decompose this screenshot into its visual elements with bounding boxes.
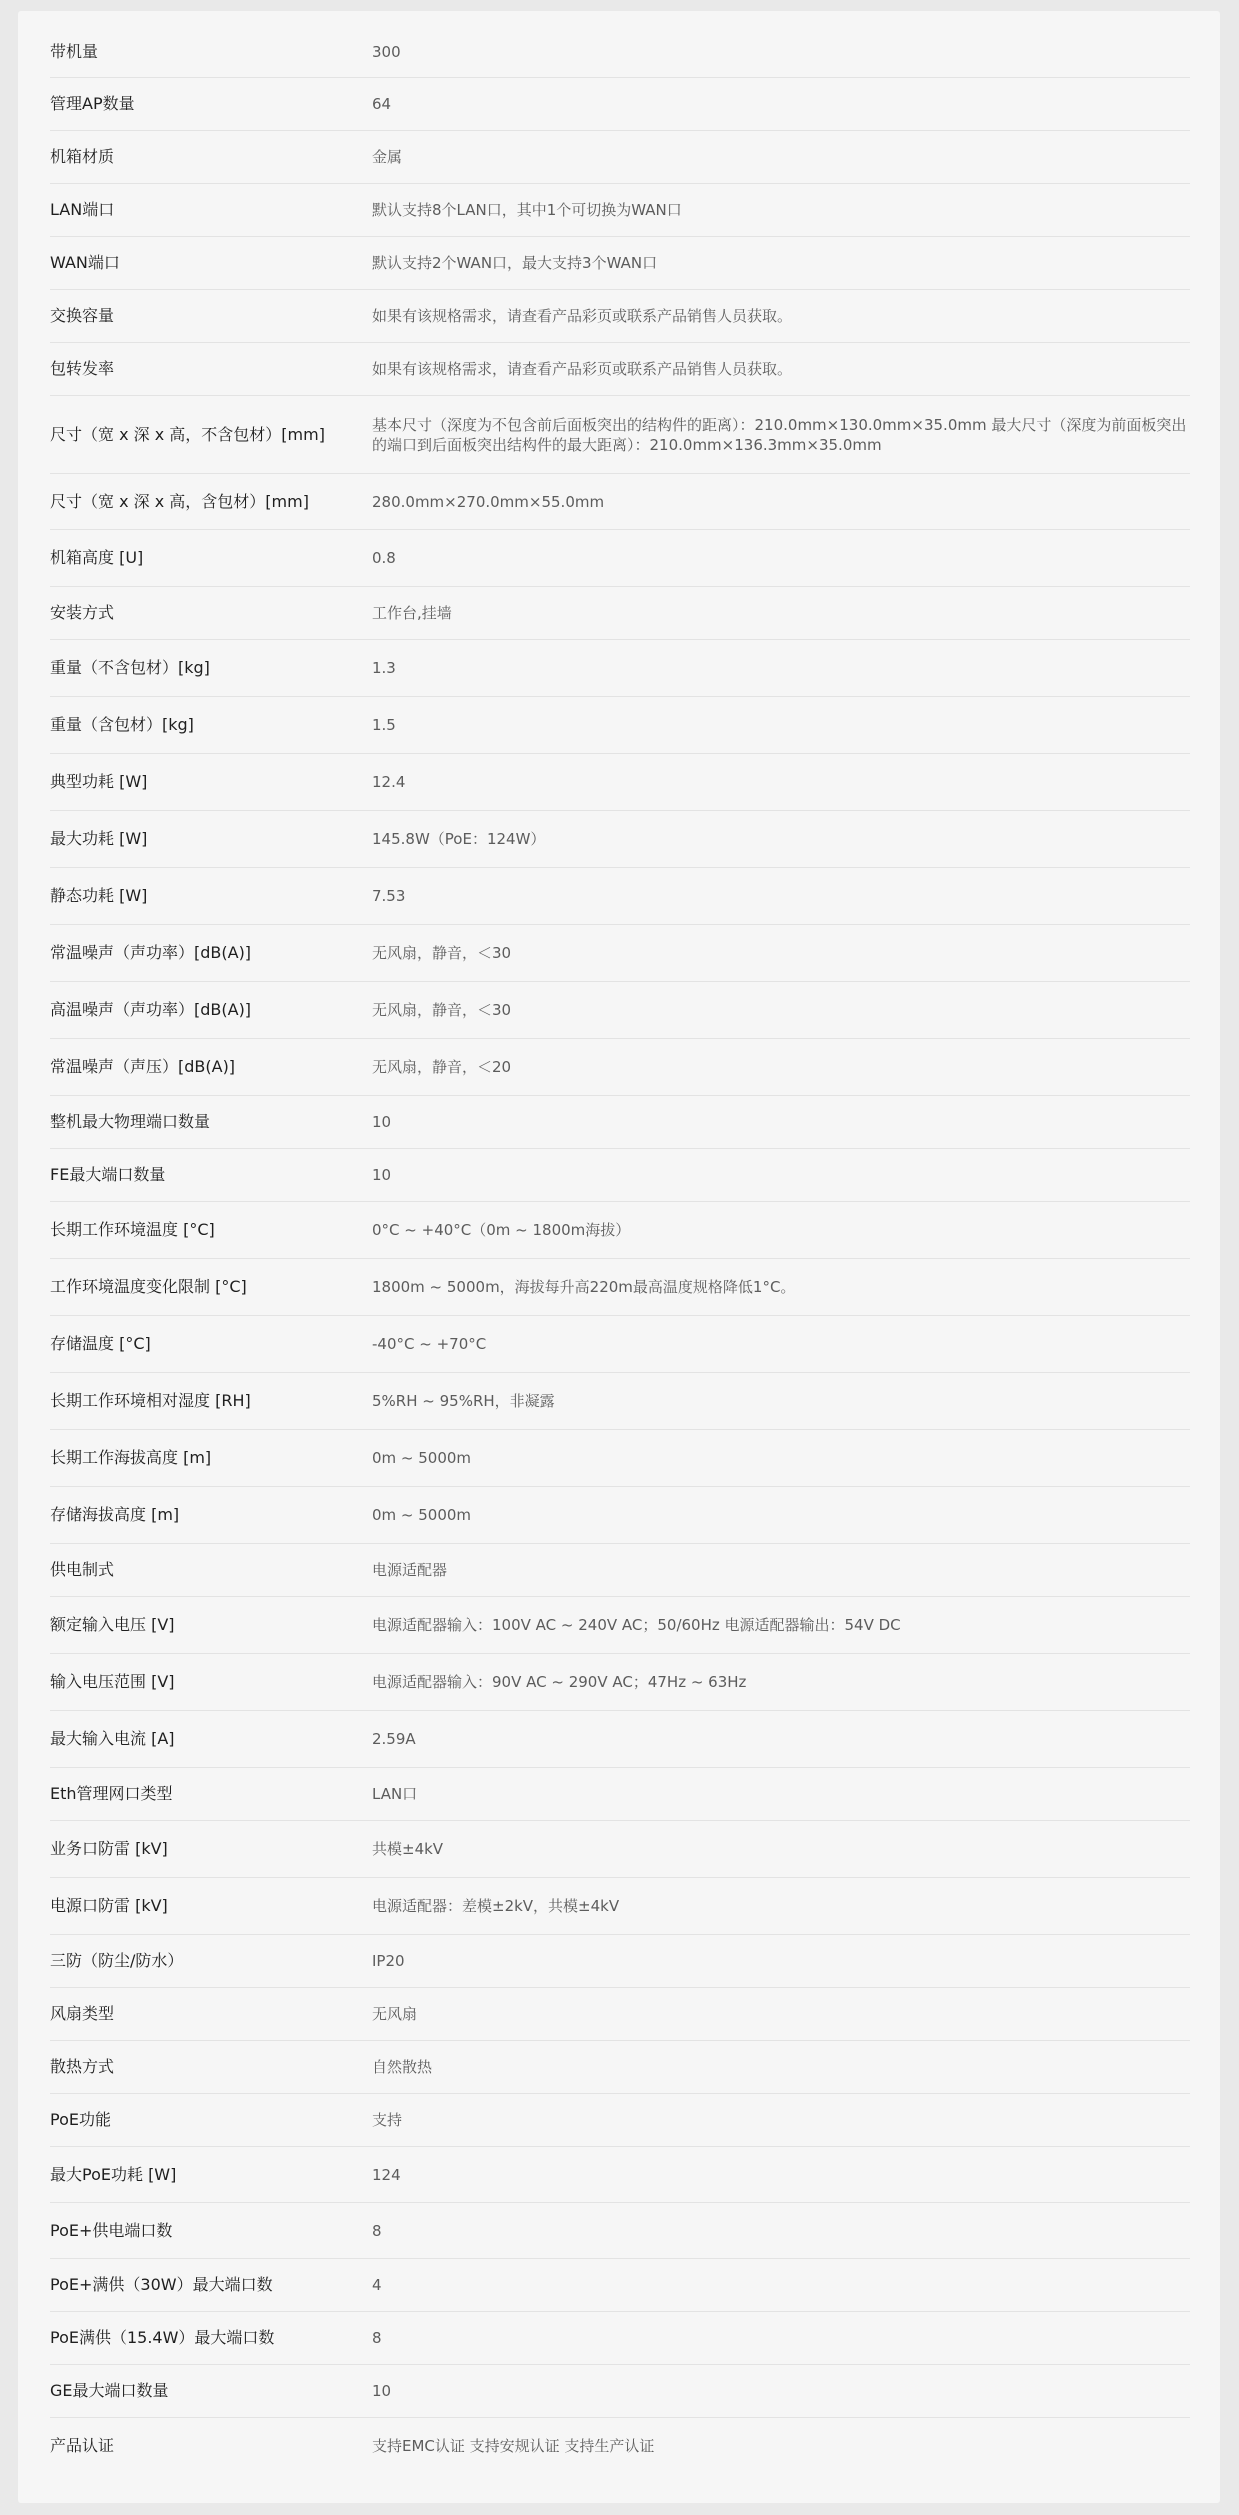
spec-row [50, 1039, 1190, 1096]
spec-label: 输入电压范围 [V] [50, 1672, 175, 1691]
spec-value: 电源适配器输入：100V AC ~ 240V AC；50/60Hz 电源适配器输出：54V DC [372, 1616, 901, 1634]
spec-value: 8 [372, 2221, 382, 2240]
spec-label: 产品认证 [50, 2436, 115, 2455]
spec-value: 12.4 [372, 773, 406, 791]
spec-row [50, 1768, 1190, 1821]
spec-value: 1800m ~ 5000m，海拔每升高220m最高温度规格降低1°C。 [372, 1278, 796, 1296]
spec-value: 1.5 [372, 716, 396, 734]
spec-row [50, 640, 1190, 697]
spec-value: 无风扇，静音，＜30 [372, 944, 512, 962]
spec-label: 散热方式 [50, 2057, 115, 2076]
spec-value: 工作台,挂墙 [372, 604, 452, 622]
spec-row [50, 1988, 1190, 2041]
spec-row [50, 26, 1190, 78]
spec-row [50, 1544, 1190, 1597]
spec-value: 0°C ~ +40°C（0m ~ 1800m海拔） [372, 1221, 631, 1239]
spec-label: PoE功能 [50, 2110, 111, 2129]
spec-row [50, 697, 1190, 754]
spec-label: WAN端口 [50, 253, 120, 272]
spec-label: PoE+满供（30W）最大端口数 [50, 2275, 273, 2294]
spec-row [50, 530, 1190, 587]
spec-label: 风扇类型 [50, 2004, 115, 2023]
spec-row [50, 1597, 1190, 1654]
spec-label: 额定输入电压 [V] [50, 1615, 175, 1634]
spec-value: 如果有该规格需求，请查看产品彩页或联系产品销售人员获取。 [372, 360, 793, 378]
spec-label: Eth管理网口类型 [50, 1784, 173, 1803]
spec-value: 无风扇，静音，＜30 [372, 1001, 512, 1019]
spec-value: 如果有该规格需求，请查看产品彩页或联系产品销售人员获取。 [372, 307, 793, 325]
spec-value: 基本尺寸（深度为不包含前后面板突出的结构件的距离）：210.0mm×130.0mm×35.0mm 最大尺寸（深度为前面板突出的端口到后面板突出结构件的最大距离）：210.0mm×136.3mm×35.0mm [372, 415, 1187, 454]
spec-value: 电源适配器输入：90V AC ~ 290V AC；47Hz ~ 63Hz [372, 1673, 747, 1691]
spec-value: 共模±4kV [372, 1840, 444, 1858]
spec-row [50, 587, 1190, 640]
spec-value: 默认支持8个LAN口，其中1个可切换为WAN口 [372, 201, 682, 219]
spec-label: 高温噪声（声功率）[dB(A)] [50, 1000, 252, 1019]
spec-label: 长期工作环境相对湿度 [RH] [50, 1391, 251, 1410]
spec-row [50, 184, 1190, 237]
spec-row [50, 754, 1190, 811]
spec-row [50, 1654, 1190, 1711]
spec-value: 7.53 [372, 887, 406, 905]
spec-value: 自然散热 [372, 2058, 433, 2076]
spec-value: 8 [372, 2329, 382, 2347]
spec-label: 典型功耗 [W] [50, 772, 148, 791]
spec-label: 电源口防雷 [kV] [50, 1896, 168, 1915]
spec-row [50, 2312, 1190, 2365]
spec-label: 三防（防尘/防水） [50, 1951, 184, 1970]
spec-label: 带机量 [50, 41, 99, 61]
spec-row [50, 1373, 1190, 1430]
spec-label: 重量（含包材）[kg] [50, 715, 194, 734]
spec-label: PoE满供（15.4W）最大端口数 [50, 2328, 275, 2347]
spec-value: 145.8W（PoE：124W） [372, 830, 546, 848]
spec-row [50, 811, 1190, 868]
spec-label: 存储海拔高度 [m] [50, 1505, 180, 1524]
spec-value: 10 [372, 2382, 392, 2400]
spec-row [50, 2147, 1190, 2203]
spec-label: 安装方式 [50, 603, 115, 622]
spec-label: 包转发率 [50, 359, 115, 378]
spec-row [50, 868, 1190, 925]
spec-label: 常温噪声（声功率）[dB(A)] [50, 943, 252, 962]
spec-value: 电源适配器：差模±2kV，共模±4kV [372, 1897, 620, 1915]
spec-value: 1.3 [372, 659, 396, 677]
spec-label: 工作环境温度变化限制 [°C] [50, 1277, 247, 1296]
spec-label: 尺寸（宽 x 深 x 高，含包材）[mm] [50, 491, 309, 511]
spec-row [50, 1259, 1190, 1316]
spec-row [50, 1821, 1190, 1878]
spec-label: 管理AP数量 [50, 94, 135, 113]
spec-label: 机箱材质 [50, 147, 115, 166]
spec-row [50, 1711, 1190, 1768]
spec-table [50, 26, 1190, 2474]
spec-label: FE最大端口数量 [50, 1165, 166, 1184]
spec-value: 0m ~ 5000m [372, 1449, 472, 1467]
spec-label: 常温噪声（声压）[dB(A)] [50, 1057, 236, 1076]
spec-row [50, 237, 1190, 290]
spec-label: 最大功耗 [W] [50, 829, 148, 848]
spec-value: 5%RH ~ 95%RH，非凝露 [372, 1392, 555, 1410]
spec-label: 存储温度 [°C] [50, 1334, 151, 1353]
spec-label: 重量（不含包材）[kg] [50, 658, 210, 677]
spec-row [50, 474, 1190, 530]
spec-value: 金属 [372, 148, 403, 166]
spec-label: PoE+供电端口数 [50, 2220, 173, 2240]
spec-value: 支持EMC认证 支持安规认证 支持生产认证 [372, 2437, 655, 2455]
spec-label: GE最大端口数量 [50, 2381, 169, 2400]
spec-row [50, 1149, 1190, 1202]
spec-row [50, 2418, 1190, 2474]
spec-row [50, 1202, 1190, 1259]
spec-label: 最大PoE功耗 [W] [50, 2164, 177, 2184]
spec-row [50, 1487, 1190, 1544]
spec-value: 2.59A [372, 1730, 416, 1748]
spec-value: 无风扇 [372, 2005, 418, 2023]
spec-label: 交换容量 [50, 306, 115, 325]
spec-value: -40°C ~ +70°C [372, 1335, 487, 1353]
spec-label: 业务口防雷 [kV] [50, 1839, 168, 1858]
spec-row [50, 1096, 1190, 1149]
spec-label: 长期工作海拔高度 [m] [50, 1448, 212, 1467]
spec-row [50, 131, 1190, 184]
spec-label: 最大输入电流 [A] [50, 1729, 175, 1748]
spec-row [50, 290, 1190, 343]
spec-row [50, 2203, 1190, 2259]
spec-row [50, 1878, 1190, 1935]
spec-value: 0.8 [372, 549, 396, 567]
spec-row [50, 2259, 1190, 2312]
spec-row [50, 982, 1190, 1039]
spec-row [50, 1316, 1190, 1373]
spec-value: 0m ~ 5000m [372, 1506, 472, 1524]
spec-row [50, 343, 1190, 396]
spec-row [50, 78, 1190, 131]
spec-label: 整机最大物理端口数量 [50, 1112, 211, 1131]
spec-value: IP20 [372, 1952, 405, 1970]
spec-label: LAN端口 [50, 200, 115, 219]
spec-value: 电源适配器 [372, 1561, 448, 1579]
spec-value: 64 [372, 95, 392, 113]
spec-value: 10 [372, 1166, 392, 1184]
spec-value: LAN口 [372, 1785, 418, 1803]
spec-label: 长期工作环境温度 [°C] [50, 1220, 215, 1239]
spec-row [50, 1430, 1190, 1487]
spec-value: 4 [372, 2276, 382, 2294]
spec-value: 支持 [372, 2111, 403, 2129]
spec-label: 静态功耗 [W] [50, 886, 148, 905]
spec-value: 124 [372, 2165, 401, 2184]
spec-row [50, 2094, 1190, 2147]
spec-value: 300 [372, 42, 401, 61]
spec-row [50, 2041, 1190, 2094]
spec-value: 280.0mm×270.0mm×55.0mm [372, 492, 605, 511]
spec-label: 尺寸（宽 x 深 x 高，不含包材）[mm] [50, 424, 325, 444]
spec-value: 默认支持2个WAN口，最大支持3个WAN口 [372, 254, 658, 272]
spec-row [50, 1935, 1190, 1988]
spec-label: 供电制式 [50, 1560, 115, 1579]
spec-label: 机箱高度 [U] [50, 548, 144, 567]
spec-row [50, 2365, 1190, 2418]
spec-row [50, 396, 1190, 474]
spec-value: 无风扇，静音，＜20 [372, 1058, 512, 1076]
spec-row [50, 925, 1190, 982]
spec-value: 10 [372, 1113, 392, 1131]
spec-card [18, 11, 1220, 2503]
